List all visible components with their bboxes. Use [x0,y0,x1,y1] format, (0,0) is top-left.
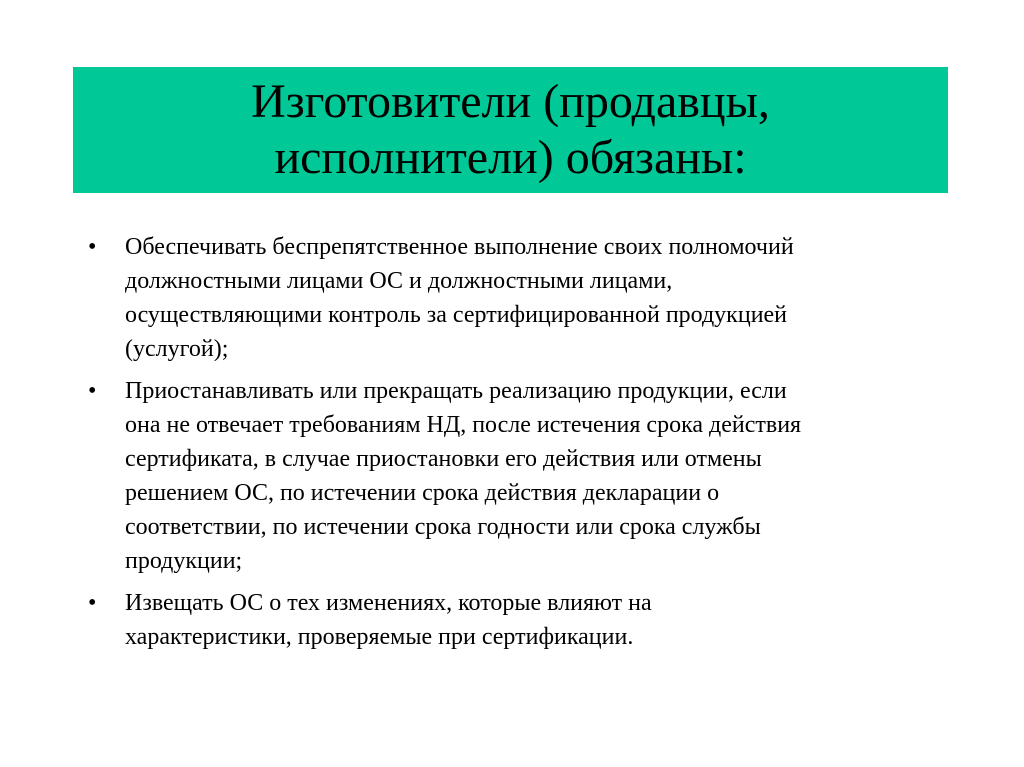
bullet-2-line-4: решением ОС, по истечении срока действия декларации о [125,480,720,506]
slide-title [251,74,770,186]
bullet-item-3 [88,586,948,654]
bullet-1-line-3: осуществляющими контроль за сертифицированной продукцией [125,302,788,328]
bullet-3-line-1: Извещать ОС о тех изменениях, которые влияют на [125,590,652,616]
bullet-list [88,230,948,662]
bullet-1-line-4: (услугой); [125,336,229,362]
bullet-icon: • [88,590,97,616]
bullet-item-2 [88,374,948,578]
bullet-2-line-6: продукции; [125,548,243,574]
bullet-2-line-5: соответствии, по истечении срока годности или срока службы [125,514,761,540]
bullet-icon: • [88,234,97,260]
bullet-3-line-2: характеристики, проверяемые при сертификации. [125,624,634,650]
bullet-item-1 [88,230,948,366]
bullet-2-line-3: сертификата, в случае приостановки его действия или отмены [125,446,762,472]
bullet-icon: • [88,378,97,404]
title-line-1: Изготовители (продавцы, [251,75,770,128]
bullet-1-line-2: должностными лицами ОС и должностными лицами, [125,268,673,294]
title-banner [73,67,948,193]
title-line-2: исполнители) обязаны: [274,131,747,184]
bullet-1-line-1: Обеспечивать беспрепятственное выполнение своих полномочий [125,234,794,260]
bullet-2-line-1: Приостанавливать или прекращать реализацию продукции, если [125,378,787,404]
bullet-2-line-2: она не отвечает требованиям НД, после истечения срока действия [125,412,802,438]
